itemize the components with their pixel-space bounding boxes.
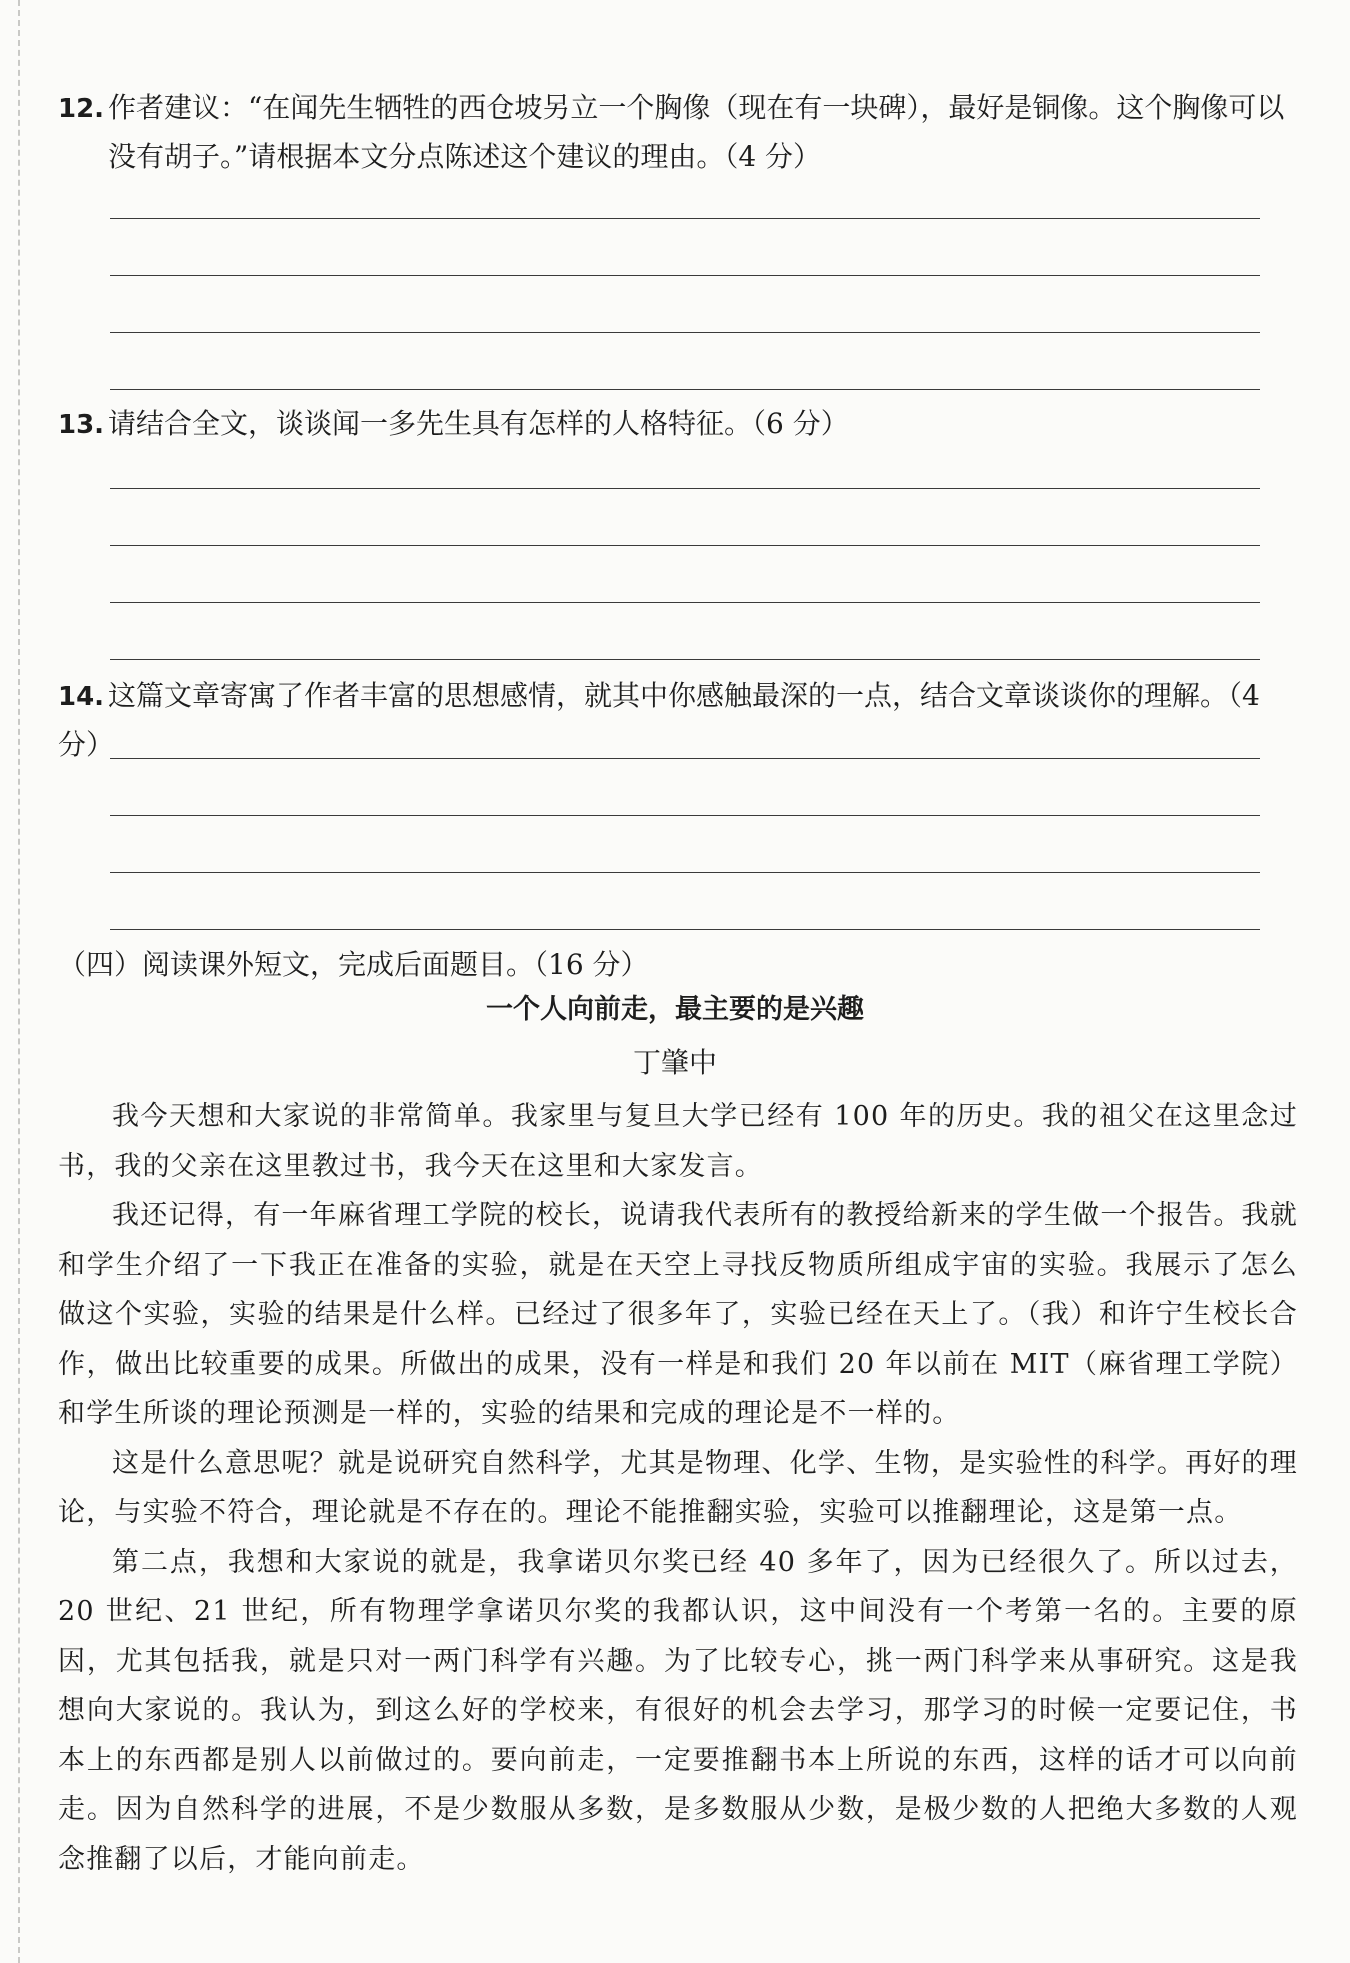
question-13: [58, 400, 1298, 449]
question-text: 作者建议：“在闻先生牺牲的西仓坡另立一个胸像（现在有一块碑），最好是铜像。这个胸像可以: [108, 91, 1285, 124]
question-text: 这篇文章寄寓了作者丰富的思想感情，就其中你感触最深的一点，结合文章谈谈你的理解。（4 分）: [58, 679, 1260, 761]
answer-line[interactable]: [110, 872, 1260, 873]
question-text: 请结合全文，谈谈闻一多先生具有怎样的人格特征。（6 分）: [108, 407, 849, 440]
article-paragraph: 我今天想和大家说的非常简单。我家里与复旦大学已经有 100 年的历史。我的祖父在这里念过书，我的父亲在这里教过书，我今天在这里和大家发言。: [58, 1101, 1298, 1182]
article-author: 丁肇中: [632, 1046, 717, 1079]
question-14: [58, 672, 1298, 769]
question-number: 12.: [58, 94, 105, 124]
answer-line[interactable]: [110, 758, 1260, 759]
answer-line[interactable]: [110, 545, 1260, 546]
section-heading: （四）阅读课外短文，完成后面题目。（16 分）: [58, 948, 649, 981]
article-paragraph: 我还记得，有一年麻省理工学院的校长，说请我代表所有的教授给新来的学生做一个报告。我就和学生介绍了一下我正在准备的实验，就是在天空上寻找反物质所组成宇宙的实验。我展示了怎么做这个实验，实验的结果是什么样。已经过了很多年了，实验已经在天上了。（我）和许宁生校长合作，做出比较重要的成果。所做出的成果，没有一样是和我们 20 年以前在 MIT（麻省理工学院）和学生所谈的理论预测是一样的，实验的结果和完成的理论是不一样的。: [58, 1200, 1298, 1429]
article-body: [58, 1092, 1298, 1884]
answer-line[interactable]: [110, 602, 1260, 603]
answer-line[interactable]: [110, 332, 1260, 333]
answer-line[interactable]: [110, 659, 1260, 660]
article-paragraph: 第二点，我想和大家说的就是，我拿诺贝尔奖已经 40 多年了，因为已经很久了。所以过去，20 世纪、21 世纪，所有物理学拿诺贝尔奖的我都认识，这中间没有一个考第一名的。主要的原因，尤其包括我，就是只对一两门科学有兴趣。为了比较专心，挑一两门科学来从事研究。这是我想向大家说的。我认为，到这么好的学校来，有很好的机会去学习，那学习的时候一定要记住，书本上的东西都是别人以前做过的。要向前走，一定要推翻书本上所说的东西，这样的话才可以向前走。因为自然科学的进展，不是少数服从多数，是多数服从少数，是极少数的人把绝大多数的人观念推翻了以后，才能向前走。: [58, 1546, 1298, 1875]
article-paragraph: 这是什么意思呢？就是说研究自然科学，尤其是物理、化学、生物，是实验性的科学。再好的理论，与实验不符合，理论就是不存在的。理论不能推翻实验，实验可以推翻理论，这是第一点。: [58, 1447, 1298, 1528]
question-12: [58, 84, 1298, 181]
answer-line[interactable]: [110, 275, 1260, 276]
answer-line[interactable]: [110, 929, 1260, 930]
answer-line[interactable]: [110, 815, 1260, 816]
article-title: 一个人向前走，最主要的是兴趣: [486, 994, 864, 1025]
binding-margin-line: [18, 0, 20, 1963]
answer-line[interactable]: [110, 488, 1260, 489]
question-number: 13.: [58, 410, 105, 440]
answer-line[interactable]: [110, 389, 1260, 390]
question-number: 14.: [58, 682, 105, 712]
question-text-continued: 没有胡子。”请根据本文分点陈述这个建议的理由。（4 分）: [108, 140, 822, 173]
answer-line[interactable]: [110, 218, 1260, 219]
